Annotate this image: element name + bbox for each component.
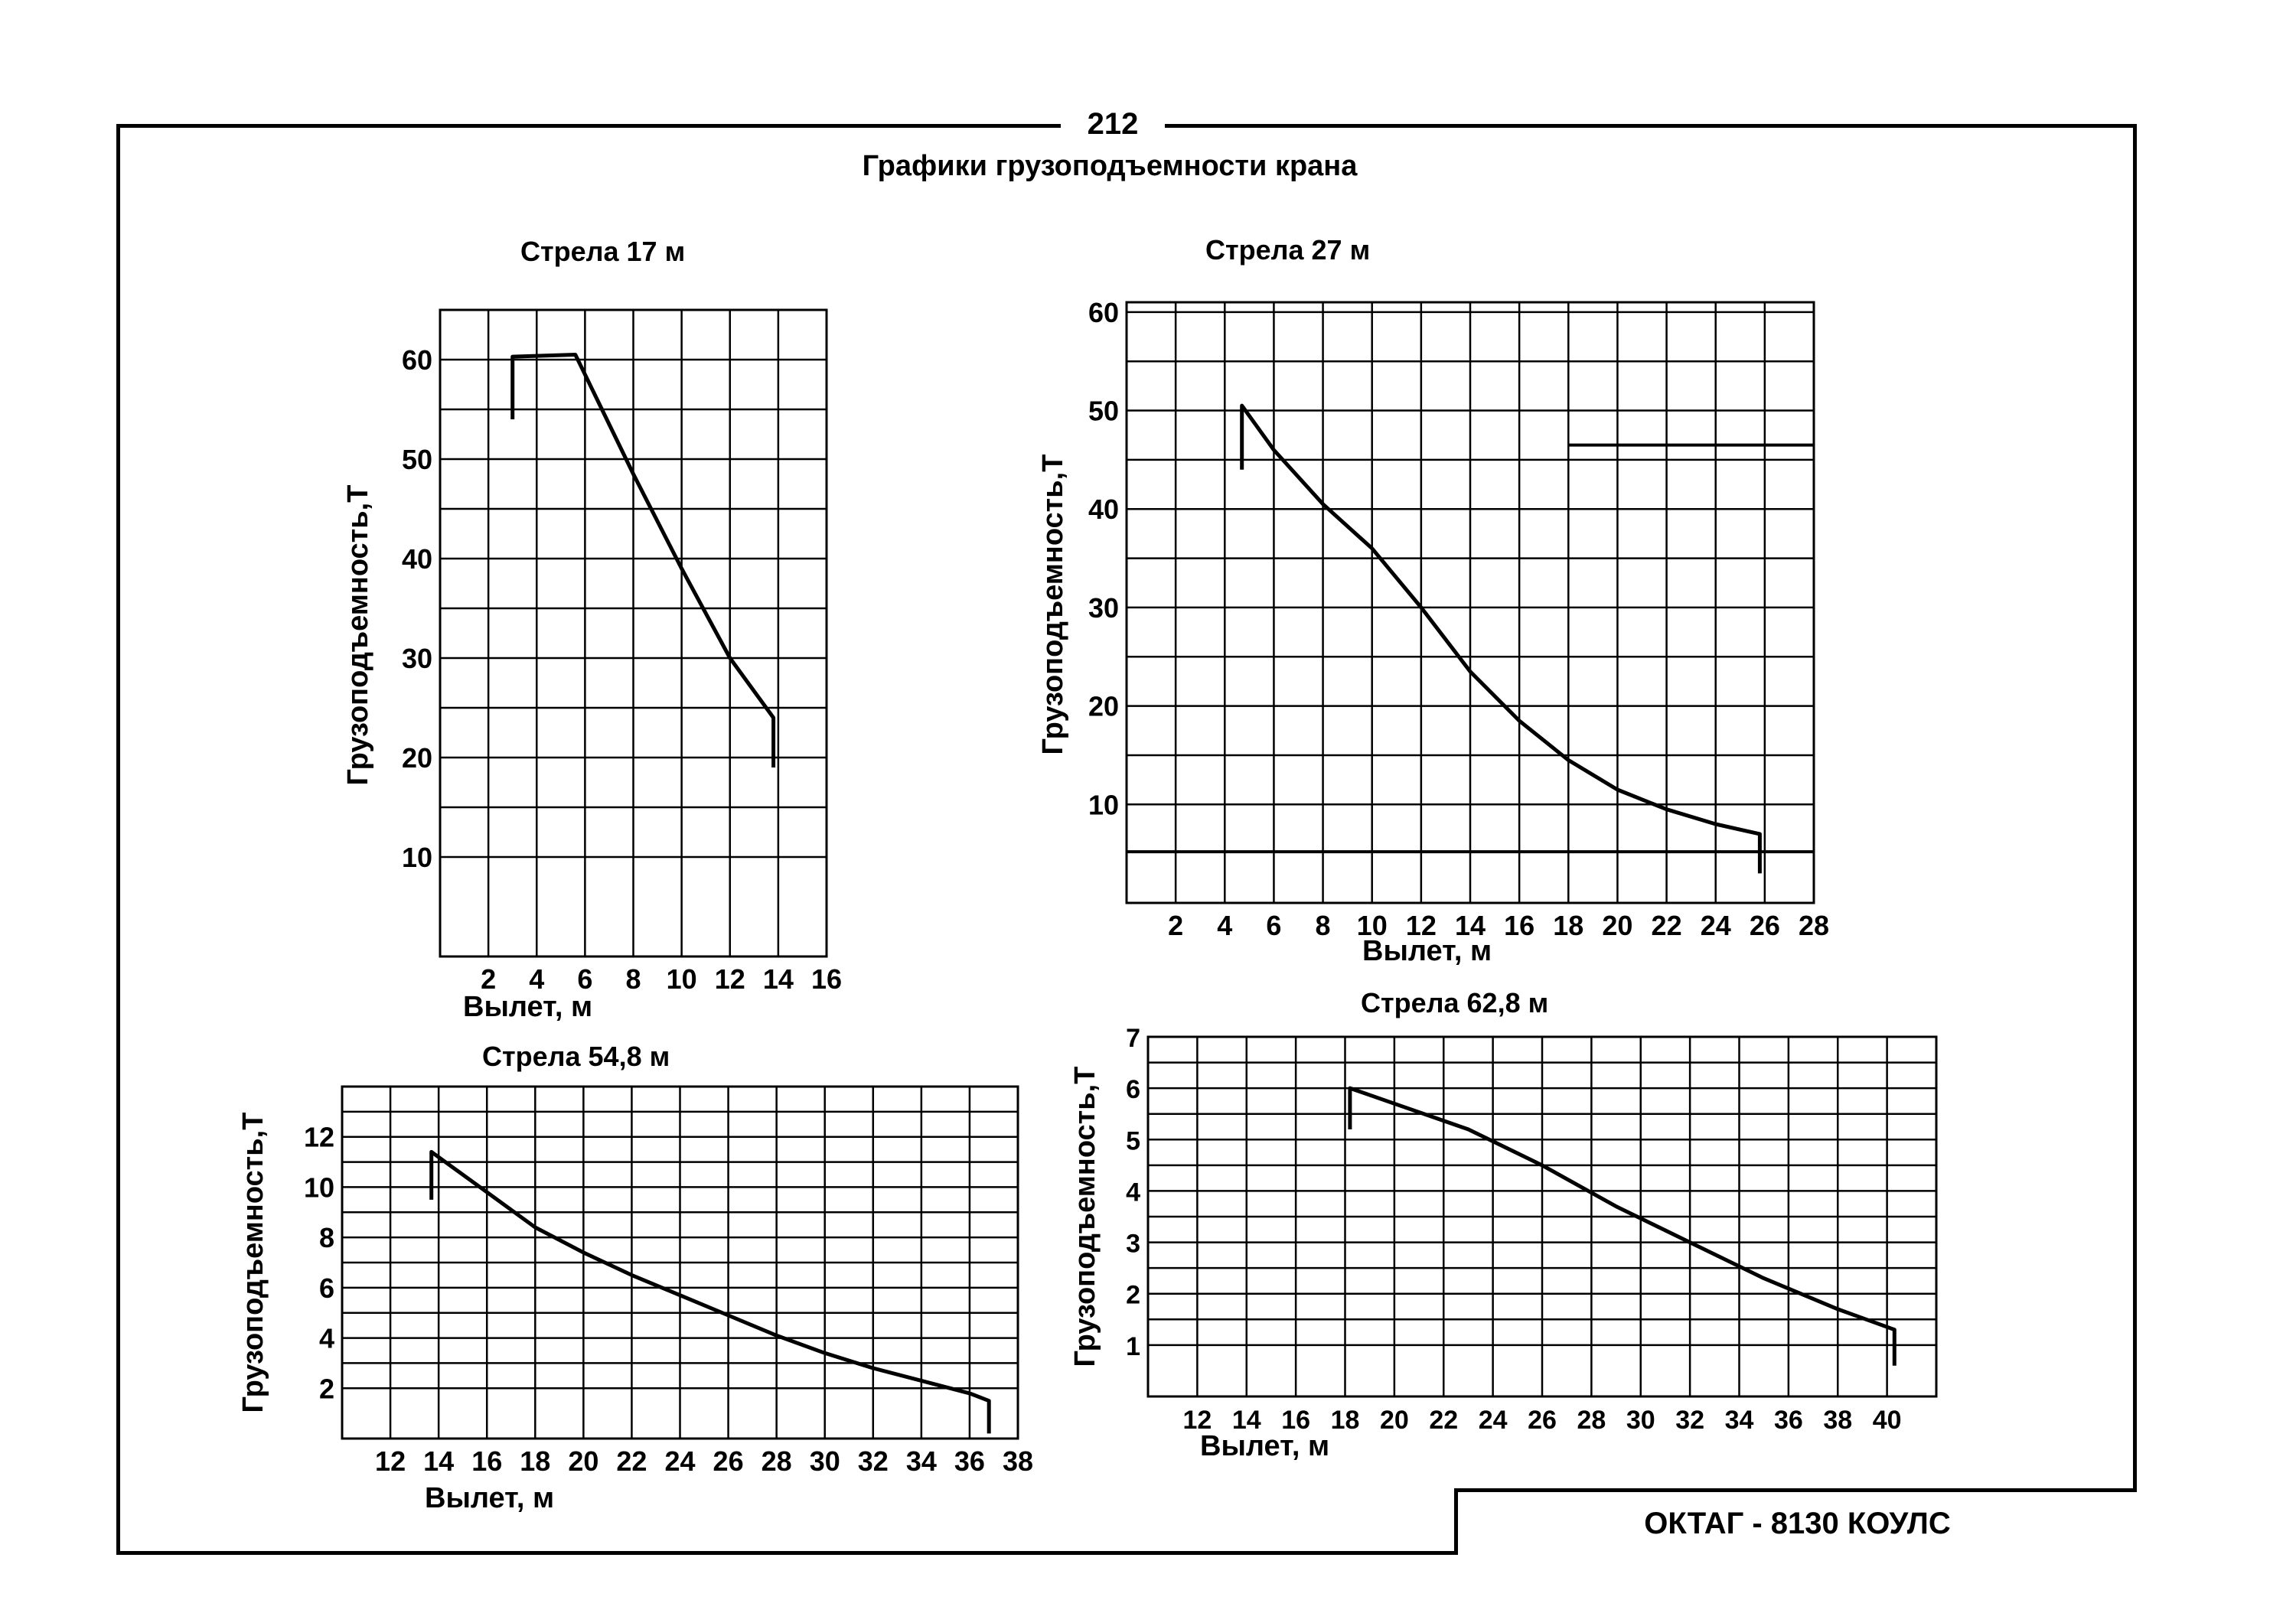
chart-62-y-tick-label: 7	[1126, 1024, 1140, 1053]
chart-27	[1037, 297, 1829, 967]
chart-62-x-tick-label: 28	[1577, 1406, 1606, 1435]
chart-62-x-tick-label: 32	[1675, 1406, 1705, 1435]
chart-17-x-tick-label: 16	[810, 963, 843, 995]
chart-62	[1069, 1024, 1936, 1462]
chart-62-x-tick-label: 38	[1823, 1406, 1853, 1435]
chart-54-x-axis-label: Вылет, м	[425, 1482, 555, 1514]
chart-17-y-tick-label: 20	[401, 742, 432, 774]
chart-27-y-tick-label: 40	[1088, 494, 1119, 526]
chart-54-x-tick-label: 36	[954, 1445, 985, 1477]
chart-54-x-tick-label: 22	[616, 1445, 647, 1477]
chart-62-title: Стрела 62,8 м	[1361, 987, 1549, 1018]
chart-54-y-tick-label: 8	[318, 1222, 334, 1254]
chart-54-x-tick-label: 34	[905, 1445, 937, 1477]
chart-54-x-tick-label: 24	[664, 1445, 696, 1477]
chart-27-x-tick-label: 4	[1217, 910, 1233, 941]
chart-27-x-tick-label: 6	[1266, 910, 1282, 941]
chart-62-x-tick-label: 34	[1724, 1406, 1754, 1435]
chart-27-x-tick-label: 14	[1454, 910, 1486, 941]
chart-54-y-tick-label: 12	[303, 1121, 334, 1153]
chart-54-x-tick-label: 20	[568, 1445, 599, 1477]
chart-17-y-tick-label: 40	[401, 543, 432, 575]
chart-27-x-tick-label: 22	[1651, 910, 1682, 941]
chart-27-y-axis-label: Грузоподъемность,Т	[1037, 454, 1069, 755]
chart-17-title: Стрела 17 м	[520, 236, 686, 267]
chart-27-y-tick-label: 60	[1088, 296, 1119, 328]
chart-17-x-axis-label: Вылет, м	[463, 991, 593, 1023]
chart-54-x-tick-label: 12	[375, 1445, 406, 1477]
chart-27-title: Стрела 27 м	[1205, 234, 1371, 266]
chart-54	[237, 1087, 1033, 1514]
chart-54-x-tick-label: 18	[520, 1445, 551, 1477]
chart-54-x-tick-label: 32	[857, 1445, 889, 1477]
chart-17-x-tick-label: 10	[666, 963, 697, 995]
chart-17-x-tick-label: 2	[481, 963, 497, 995]
chart-54-x-tick-label: 26	[713, 1445, 744, 1477]
chart-54-x-tick-label: 30	[809, 1445, 840, 1477]
chart-17-x-tick-label: 12	[714, 963, 745, 995]
chart-54-x-tick-label: 28	[761, 1445, 792, 1477]
chart-17	[342, 310, 842, 1023]
chart-62-y-tick-label: 4	[1126, 1178, 1140, 1207]
chart-27-x-axis-label: Вылет, м	[1362, 935, 1492, 967]
chart-17-y-tick-label: 50	[401, 444, 432, 475]
chart-27-x-tick-label: 24	[1700, 910, 1731, 941]
chart-54-y-axis-label: Грузоподъемность,Т	[237, 1112, 269, 1413]
chart-27-x-tick-label: 26	[1749, 910, 1780, 941]
chart-62-y-axis-label: Грузоподъемность,Т	[1069, 1066, 1101, 1367]
chart-54-x-tick-label: 16	[471, 1445, 503, 1477]
chart-27-y-tick-label: 30	[1088, 591, 1119, 624]
chart-62-x-tick-label: 16	[1281, 1406, 1311, 1435]
chart-54-x-tick-label: 14	[423, 1445, 455, 1477]
chart-54-y-tick-label: 4	[318, 1322, 334, 1354]
chart-27-y-tick-label: 20	[1088, 690, 1119, 722]
chart-27-x-tick-label: 8	[1315, 910, 1331, 941]
chart-62-x-tick-label: 18	[1330, 1406, 1360, 1435]
chart-54-y-tick-label: 6	[318, 1272, 334, 1304]
chart-62-x-tick-label: 20	[1379, 1406, 1409, 1435]
chart-62-x-axis-label: Вылет, м	[1200, 1430, 1330, 1462]
chart-17-y-axis-label: Грузоподъемность,Т	[342, 484, 374, 786]
title-block: ОКТАГ - 8130 КОУЛС	[1454, 1488, 2137, 1555]
chart-17-y-tick-label: 30	[401, 643, 432, 674]
chart-62-capacity-curve	[1350, 1088, 1894, 1366]
chart-62-x-tick-label: 24	[1478, 1406, 1508, 1435]
chart-54-capacity-curve	[432, 1152, 989, 1433]
chart-27-y-tick-label: 50	[1088, 395, 1119, 427]
chart-27-x-tick-label: 10	[1356, 910, 1388, 941]
chart-54-y-tick-label: 2	[318, 1373, 334, 1405]
chart-62-x-tick-label: 12	[1182, 1406, 1212, 1435]
chart-27-x-tick-label: 2	[1168, 910, 1184, 941]
chart-62-x-tick-label: 36	[1773, 1406, 1803, 1435]
chart-17-x-tick-label: 4	[529, 963, 545, 995]
chart-27-x-tick-label: 18	[1553, 910, 1584, 941]
chart-17-capacity-curve	[513, 355, 774, 768]
chart-27-capacity-curve	[1242, 406, 1760, 873]
chart-62-x-tick-label: 30	[1626, 1406, 1655, 1435]
chart-62-y-tick-label: 1	[1126, 1331, 1140, 1361]
chart-17-y-tick-label: 10	[401, 842, 432, 873]
chart-54-y-tick-label: 10	[303, 1171, 334, 1204]
chart-27-x-tick-label: 20	[1602, 910, 1633, 941]
chart-54-title: Стрела 54,8 м	[482, 1041, 670, 1072]
chart-62-y-tick-label: 6	[1126, 1075, 1140, 1105]
chart-62-y-tick-label: 5	[1126, 1126, 1140, 1156]
chart-62-x-tick-label: 22	[1429, 1406, 1459, 1435]
chart-62-x-tick-label: 40	[1872, 1406, 1902, 1435]
chart-62-x-tick-label: 26	[1528, 1406, 1557, 1435]
chart-27-y-tick-label: 10	[1088, 789, 1119, 821]
chart-27-x-tick-label: 16	[1504, 910, 1535, 941]
chart-62-x-tick-label: 14	[1231, 1406, 1261, 1435]
chart-17-x-tick-label: 6	[577, 963, 593, 995]
page-title: Графики грузоподъемности крана	[862, 150, 1358, 182]
chart-17-y-tick-label: 60	[401, 344, 432, 376]
chart-62-y-tick-label: 2	[1126, 1280, 1140, 1310]
chart-17-x-tick-label: 14	[762, 963, 794, 995]
chart-62-y-tick-label: 3	[1126, 1229, 1140, 1259]
page-number: 212	[1061, 101, 1165, 147]
chart-27-x-tick-label: 28	[1798, 910, 1830, 941]
chart-54-x-tick-label: 38	[1002, 1445, 1034, 1477]
chart-17-x-tick-label: 8	[625, 963, 641, 995]
chart-27-x-tick-label: 12	[1405, 910, 1437, 941]
